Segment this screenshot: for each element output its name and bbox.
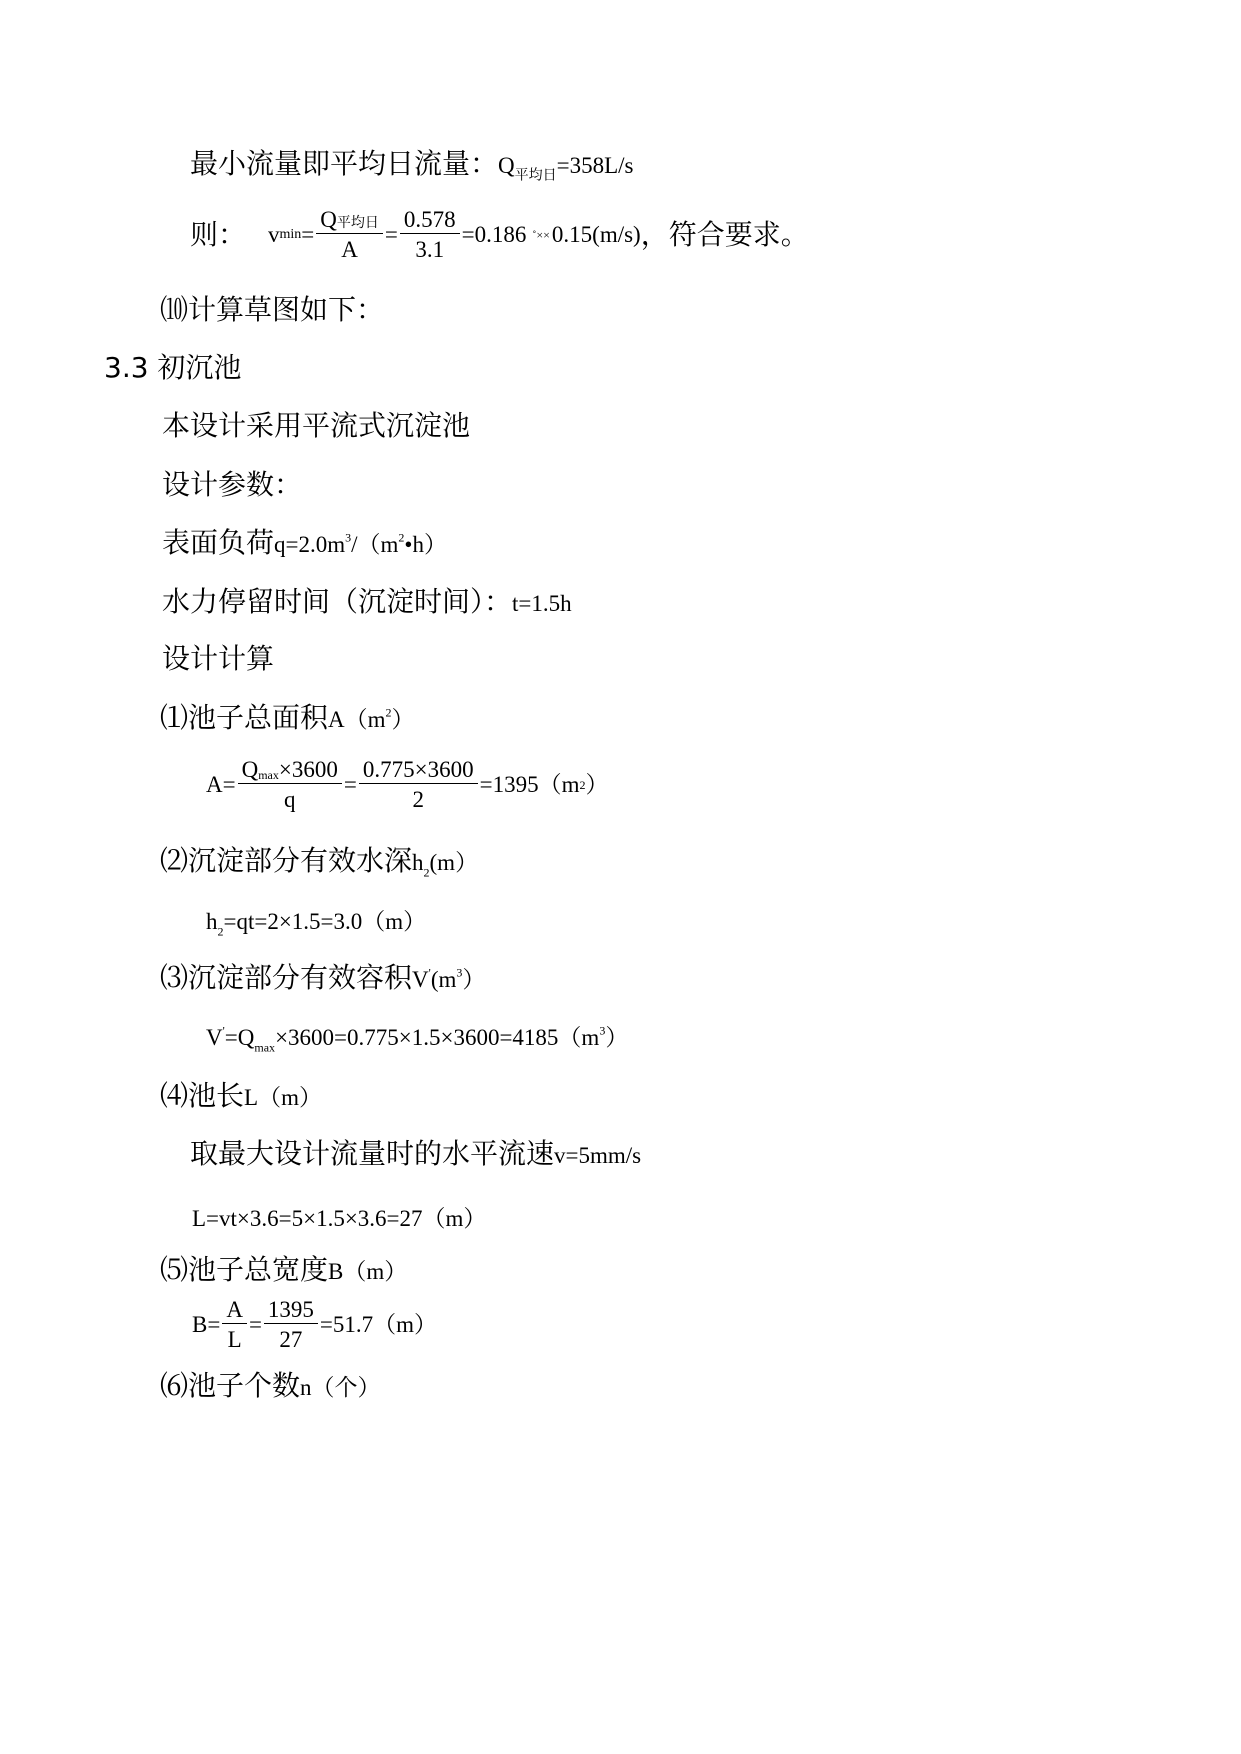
- section-title: 3.3 初沉池: [104, 351, 242, 384]
- then-label: 则：: [190, 217, 247, 251]
- fraction-values: [400, 208, 460, 261]
- step-6-unit: n（个）: [300, 1375, 381, 1400]
- step-1-unit: A（m: [328, 707, 386, 732]
- length-formula: [192, 1203, 486, 1231]
- step-2-sub: 2: [423, 865, 430, 880]
- area-q: Q: [241, 757, 259, 782]
- width-b: B=: [192, 1312, 221, 1337]
- width-l: L: [227, 1327, 242, 1352]
- area-formula: A= $\frac{Q_{max}\times 3600}{q}$ = $\frac{0.775\times 3600}{2}$ =1395（m 2 ）: [206, 757, 609, 812]
- area-result: =1395（m: [479, 772, 580, 797]
- step-2-h: h: [412, 850, 424, 875]
- surface-load-value: q=2.0m: [274, 532, 346, 557]
- step-3-prime: ': [428, 965, 431, 980]
- width-result: =51.7（m）: [319, 1312, 438, 1337]
- min-flow-label: 最小流量即平均日流量：: [190, 147, 499, 180]
- volume-v: V: [206, 1025, 223, 1050]
- equals-sign-2: =: [384, 222, 398, 247]
- retention-time-label: 水力停留时间（沉淀时间）：: [162, 585, 513, 618]
- q-subscript: 平均日: [514, 168, 557, 184]
- fraction-denominator: 3.1: [415, 237, 445, 262]
- width-numerator: 1395: [264, 1298, 318, 1324]
- area-fraction-values: [359, 758, 478, 811]
- meets-requirement: ，符合要求。: [640, 217, 809, 251]
- volume-exponent: 3: [599, 1023, 606, 1038]
- step-2-label: ⑵沉淀部分有效水深: [160, 844, 413, 877]
- sketch-heading: ⑽计算草图如下：: [160, 293, 385, 326]
- exponent-3: 3: [345, 530, 352, 545]
- step-1-exponent: 2: [385, 705, 392, 720]
- retention-time-value: t=1.5h: [512, 591, 572, 616]
- min-flow-value: =358L/s: [556, 153, 634, 178]
- width-equals: =: [248, 1312, 262, 1337]
- q-symbol: Q: [498, 153, 515, 178]
- design-params-heading: 设计参数：: [162, 468, 303, 501]
- area-equals: =: [343, 772, 357, 797]
- width-fraction-values: [264, 1298, 318, 1351]
- width-denominator: 27: [279, 1327, 303, 1352]
- surface-load-label: 表面负荷: [162, 526, 275, 559]
- velocity-check-line: 则： v min = $\frac{\text{Q平均日}}{A}$ = $\frac{0.578}{3.1}$ =0.186 ˚×× 0.15(m/s) ，符合要求。: [190, 207, 809, 262]
- exponent-2: 2: [398, 530, 405, 545]
- step-5-label: ⑸池子总宽度: [160, 1253, 329, 1286]
- width-formula: [192, 1298, 437, 1351]
- volume-result: ×3600=0.775×1.5×3600=4185（m: [275, 1025, 600, 1050]
- min-flow-line: [190, 147, 634, 184]
- step-3-exponent: 3: [456, 965, 463, 980]
- step-5-heading: [160, 1253, 408, 1286]
- step-3-v: V: [412, 967, 429, 992]
- area-denominator: 2: [412, 787, 424, 812]
- area-a: A=: [206, 772, 236, 797]
- horizontal-velocity-label: 取最大设计流量时的水平流速: [190, 1137, 555, 1170]
- velocity-limit: 0.15(m/s): [551, 222, 641, 247]
- area-q-denominator: q: [283, 787, 296, 812]
- area-q-subscript: max: [258, 768, 279, 782]
- volume-prime: ': [222, 1023, 225, 1038]
- design-choice: 本设计采用平流式沉淀池: [162, 409, 471, 442]
- surface-load-unit: /（m: [351, 532, 399, 557]
- width-a: A: [222, 1298, 247, 1324]
- equals-sign: =: [301, 222, 315, 247]
- step-1-heading: [160, 701, 415, 734]
- v-symbol: v: [268, 222, 280, 247]
- fraction-q-over-a: [316, 208, 383, 261]
- volume-sub: max: [254, 1040, 276, 1055]
- step-3-label: ⑶沉淀部分有效容积: [160, 961, 413, 994]
- step-3-close: ）: [462, 967, 486, 992]
- retention-time-line: [162, 585, 572, 618]
- area-q-times: ×3600: [278, 757, 338, 782]
- step-3-heading: [160, 961, 486, 994]
- depth-h: h: [206, 909, 218, 934]
- fraction-numerator: 0.578: [400, 208, 460, 234]
- horizontal-velocity-value: v=5mm/s: [554, 1143, 642, 1168]
- step-1-close: ）: [391, 707, 415, 732]
- step-2-unit: (m）: [429, 850, 479, 875]
- area-numerator: 0.775×3600: [359, 758, 478, 784]
- area-close: ）: [585, 772, 609, 797]
- depth-result: =qt=2×1.5=3.0（m）: [223, 909, 427, 934]
- step-1-label: ⑴池子总面积: [160, 701, 329, 734]
- step-2-heading: [160, 844, 479, 880]
- depth-formula: [206, 906, 427, 939]
- volume-formula: [206, 1022, 629, 1055]
- step-3-unit: (m: [430, 967, 457, 992]
- volume-q: =Q: [224, 1025, 255, 1050]
- step-5-unit: B（m）: [328, 1259, 408, 1284]
- step-6-heading: [160, 1369, 381, 1402]
- area-fraction-symbolic: [238, 758, 342, 811]
- step-4-label: ⑷池长: [160, 1079, 245, 1112]
- depth-sub: 2: [217, 924, 224, 939]
- fraction-q-subscript: 平均日: [336, 216, 379, 231]
- fraction-a: A: [341, 237, 358, 262]
- volume-close: ）: [605, 1025, 629, 1050]
- fraction-q: Q: [320, 207, 337, 232]
- horizontal-velocity-line: [190, 1137, 642, 1170]
- surface-load-line: [162, 526, 447, 559]
- width-fraction-symbolic: [222, 1298, 247, 1351]
- step-6-label: ⑹池子个数: [160, 1369, 301, 1402]
- step-4-heading: [160, 1079, 322, 1112]
- velocity-value: =0.186: [461, 222, 527, 247]
- garbled-mark: ˚××: [532, 227, 550, 242]
- design-calc-heading: 设计计算: [162, 642, 275, 675]
- length-result: L=vt×3.6=5×1.5×3.6=27（m）: [192, 1206, 487, 1231]
- surface-load-unit-tail: •h）: [404, 532, 447, 557]
- step-4-unit: L（m）: [244, 1085, 322, 1110]
